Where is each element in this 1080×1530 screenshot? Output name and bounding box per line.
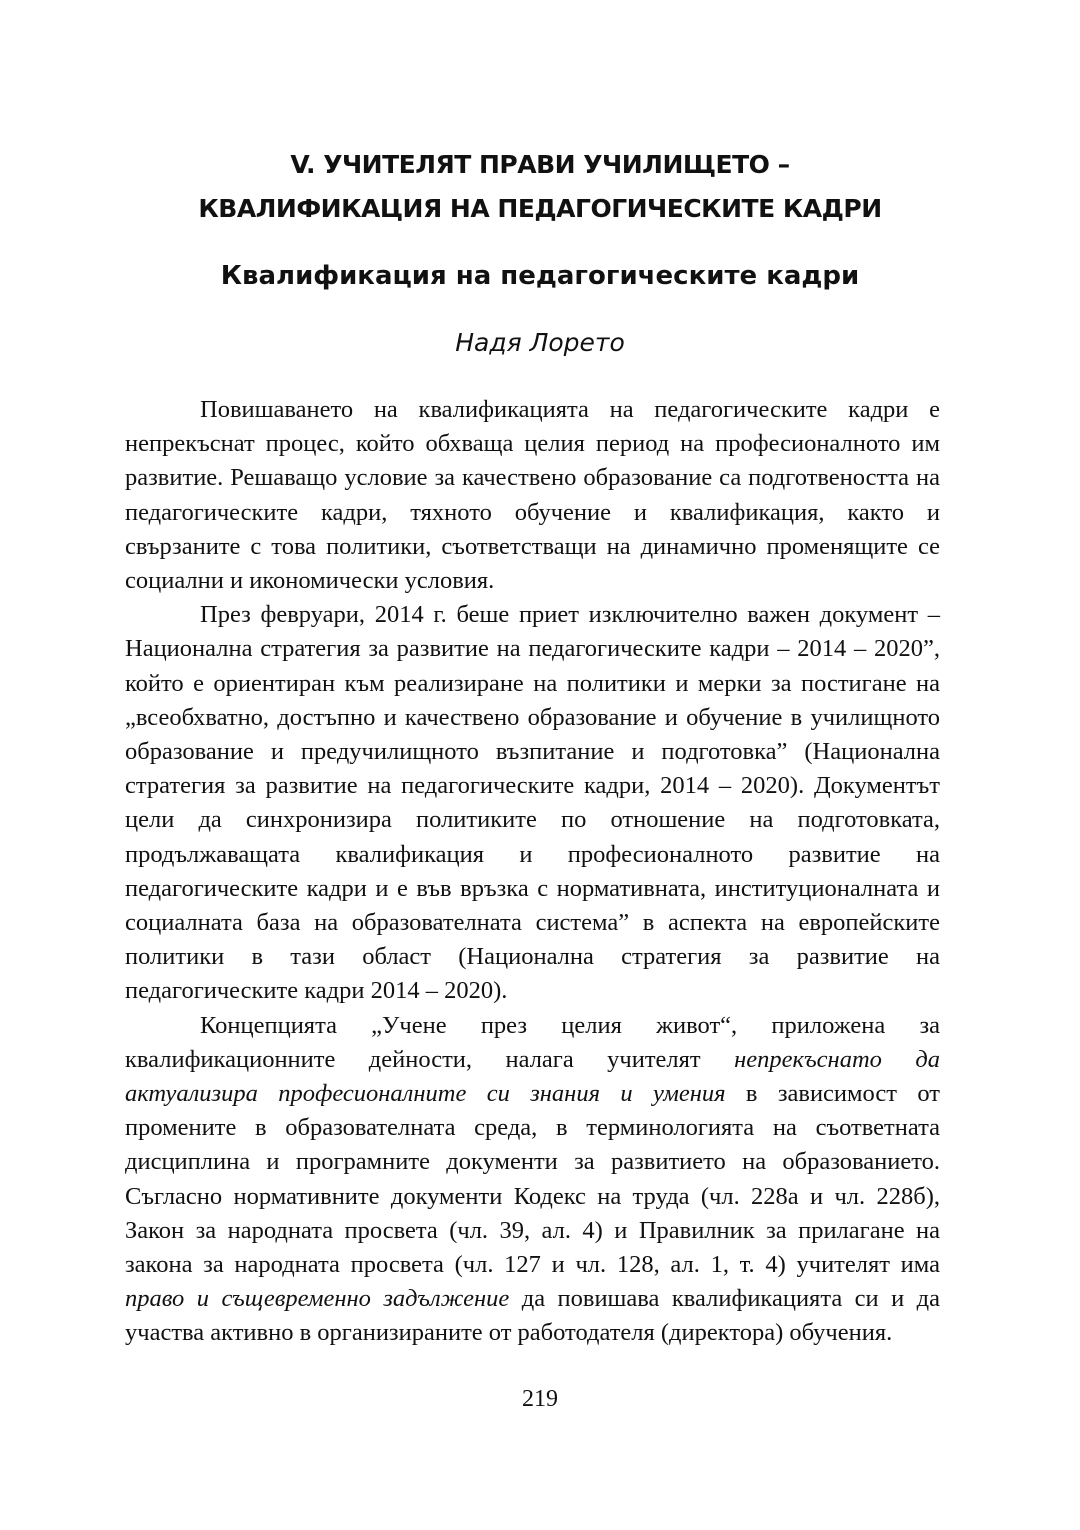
chapter-title-line-1: V. УЧИТЕЛЯТ ПРАВИ УЧИЛИЩЕТО – (290, 150, 790, 179)
chapter-title (100, 143, 980, 231)
paragraph-2: През февруари, 2014 г. беше приет изключително важен документ – Национална стратегия за развитие на педагогическите кадри – 2014 – 2020”, който е ориентиран към реализиране на политики и мерки за постигане на „всеобхватно, достъпно и качествено образование и обучение в училищното образование и предучилищното възпитание и подготовка” (Национална стратегия за развитие на педагогическите кадри, 2014 – 2020). Документът цели да синхронизира политиките по отношение на подготовката, продължаващата квалификация и професионалното развитие на педагогическите кадри и е във връзка с нормативната, институционалната и социалната база на образователната система” в аспекта на европейските политики в тази област (Национална стратегия за развитие на педагогическите кадри 2014 – 2020). (125, 601, 940, 1005)
paragraph-3-text-a: Концепцията „Учене през целия живот“, приложена за квалификационните дейности, налага учителят (125, 1011, 940, 1073)
chapter-title-line-2: КВАЛИФИКАЦИЯ НА ПЕДАГОГИЧЕСКИТЕ КАДРИ (198, 194, 882, 223)
paragraph-3-text-c: да повишава квалификацията си и да участва активно в организираните от работодателя (директора) обучения. (125, 1285, 940, 1347)
page-number: 219 (522, 1386, 558, 1412)
paragraph-3-emphasis-2: право и същевременно задължение (125, 1285, 510, 1313)
paragraph-3 (125, 1009, 940, 1351)
paragraph-1: Повишаването на квалификацията на педагогическите кадри е непрекъснат процес, който обхваща целия период на професионалното им развитие. Решаващо условие за качествено образование са подготвеността на педагогическите кадри, тяхното обучение и квалификация, както и свързаните с това политики, съответстващи на динамично променящите се социални и икономически условия. (125, 396, 940, 595)
article-title: Квалификация на педагогическите кадри (220, 261, 860, 291)
author-name: Надя Лорето (455, 328, 625, 357)
paragraph-3-text-b: в зависимост от промените в образователната среда, в терминологията на съответната дисциплина и програмните документи за развитието на образованието. Съгласно нормативните документи Кодекс на труда (чл. 228а и чл. 228б), Закон за народната просвета (чл. 39, ал. 4) и Правилник за прилагане на закона за народната просвета (чл. 127 и чл. 128, ал. 1, т. 4) учителят има (125, 1080, 940, 1279)
paragraph-3-emphasis-1: непрекъснато да актуализира професионалните си знания и умения (125, 1045, 940, 1108)
article-body (125, 393, 940, 1351)
